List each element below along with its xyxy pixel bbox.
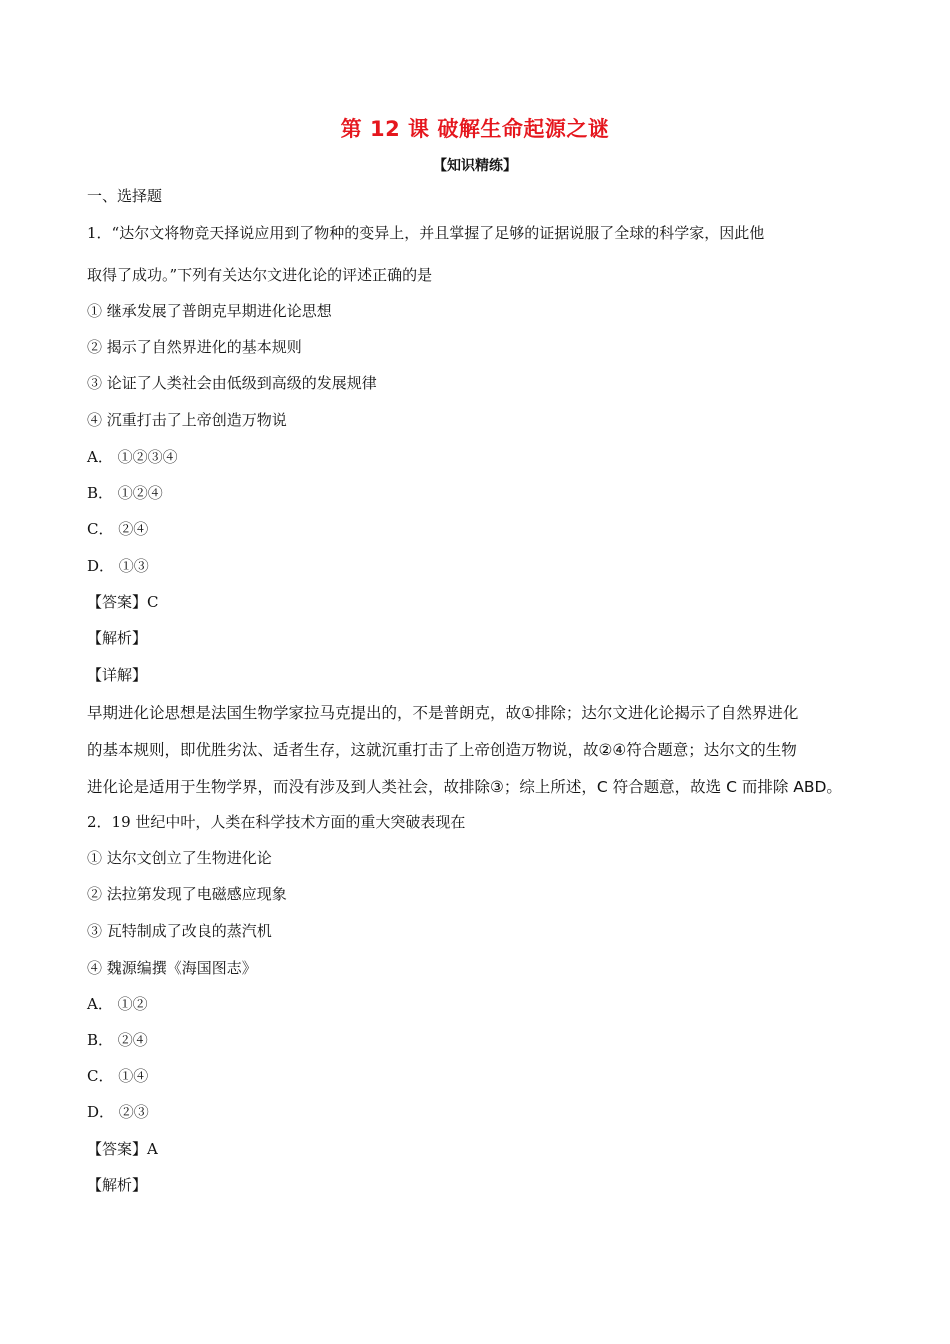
q2-statement-1: ① 达尔文创立了生物进化论	[87, 849, 272, 867]
q1-detail-line-3: 进化论是适用于生物学界，而没有涉及到人类社会，故排除③；综上所述，C 符合题意，故选 C 而排除 ABD。	[87, 778, 842, 796]
q1-answer: 【答案】C	[87, 593, 159, 611]
q1-option-a: A． ①②③④	[87, 448, 178, 466]
q2-option-b: B． ②④	[87, 1031, 148, 1049]
q2-analysis-label: 【解析】	[87, 1176, 148, 1194]
q2-stem: 2．19 世纪中叶，人类在科学技术方面的重大突破表现在	[87, 813, 466, 831]
document-title: 第 12 课 破解生命起源之谜	[340, 117, 610, 141]
document-subtitle: 【知识精练】	[433, 158, 517, 174]
q1-detail-line-1: 早期进化论思想是法国生物学家拉马克提出的，不是普朗克，故①排除；达尔文进化论揭示了自然界进化	[87, 704, 799, 722]
q1-statement-2: ② 揭示了自然界进化的基本规则	[87, 338, 302, 356]
q2-statement-3: ③ 瓦特制成了改良的蒸汽机	[87, 922, 272, 940]
q1-option-b: B． ①②④	[87, 484, 163, 502]
q1-stem-line-2: 取得了成功。”下列有关达尔文进化论的评述正确的是	[87, 266, 433, 284]
q2-statement-4: ④ 魏源编撰《海国图志》	[87, 959, 257, 977]
q1-stem-line-1: 1．“达尔文将物竞天择说应用到了物种的变异上，并且掌握了足够的证据说服了全球的科学家，因此他	[87, 224, 765, 242]
q2-option-a: A． ①②	[87, 995, 148, 1013]
q1-statement-4: ④ 沉重打击了上帝创造万物说	[87, 411, 287, 429]
q1-detail-label: 【详解】	[87, 666, 148, 684]
q1-statement-3: ③ 论证了人类社会由低级到高级的发展规律	[87, 374, 377, 392]
q2-statement-2: ② 法拉第发现了电磁感应现象	[87, 885, 287, 903]
q1-option-d: D． ①③	[87, 557, 149, 575]
q2-option-c: C． ①④	[87, 1067, 149, 1085]
q2-answer: 【答案】A	[87, 1140, 158, 1158]
section-heading: 一、选择题	[87, 187, 163, 205]
q1-detail-line-2: 的基本规则，即优胜劣汰、适者生存，这就沉重打击了上帝创造万物说，故②④符合题意；达尔文的生物	[87, 741, 797, 759]
q1-statement-1: ① 继承发展了普朗克早期进化论思想	[87, 302, 332, 320]
q1-analysis-label: 【解析】	[87, 629, 148, 647]
q1-option-c: C． ②④	[87, 520, 149, 538]
q2-option-d: D． ②③	[87, 1103, 149, 1121]
